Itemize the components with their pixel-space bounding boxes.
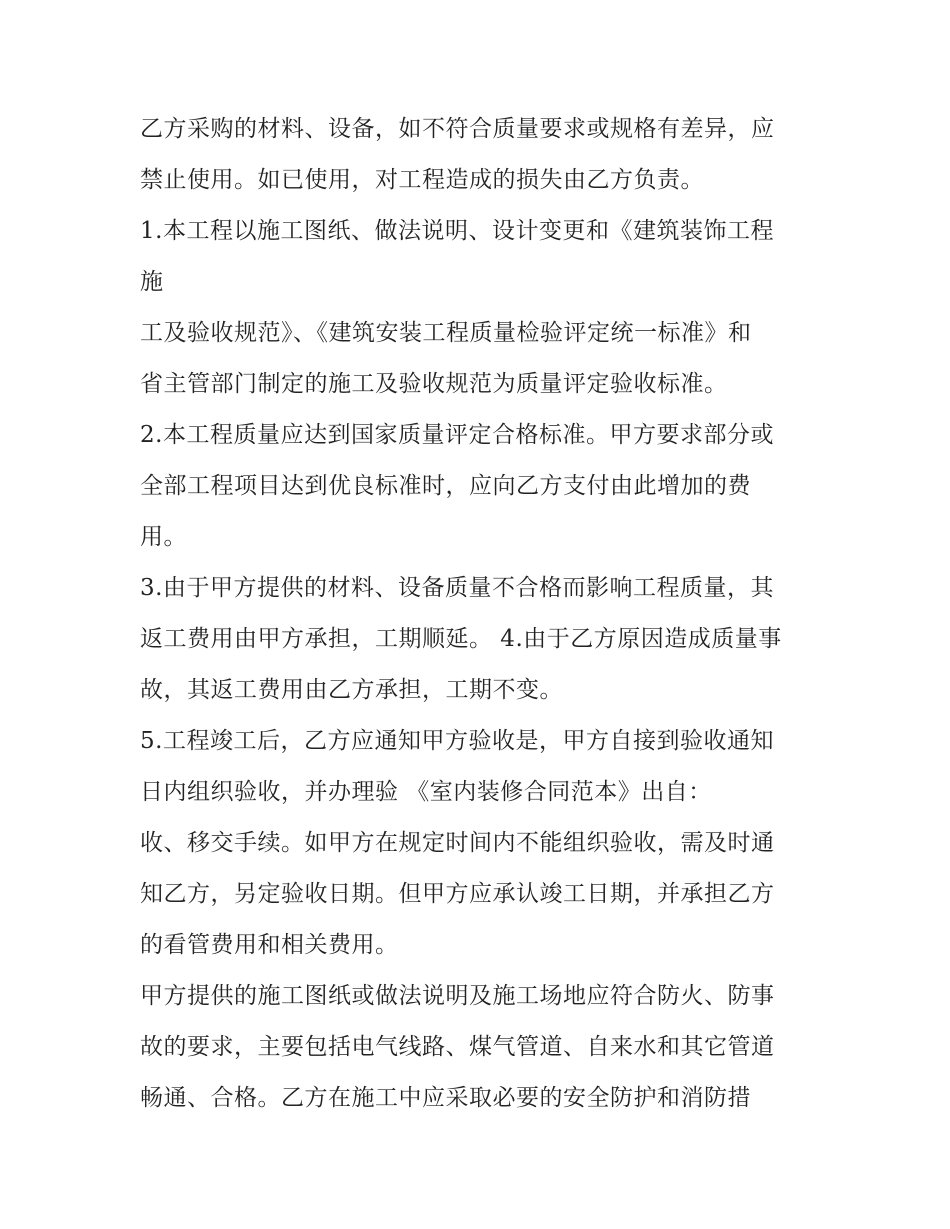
text-line: 5.工程竣工后，乙方应通知甲方验收是，甲方自接到验收通知 — [140, 728, 774, 754]
text-line: 的看管费用和相关费用。 — [140, 932, 399, 958]
text-line: 日内组织验收，并办理验 《室内装修合同范本》出自： — [140, 779, 712, 805]
text-line: 2.本工程质量应达到国家质量评定合格标准。甲方要求部分或 — [140, 422, 774, 448]
text-line: 畅通、合格。乙方在施工中应采取必要的安全防护和消防措 — [140, 1085, 751, 1111]
text-line: 返工费用由甲方承担，工期顺延。 4.由于乙方原因造成质量事 — [140, 626, 782, 652]
text-line: 禁止使用。如已使用，对工程造成的损失由乙方负责。 — [140, 167, 704, 193]
text-line: 工及验收规范》、《建筑安装工程质量检验评定统一标准》和 — [140, 320, 752, 346]
text-line: 收、移交手续。如甲方在规定时间内不能组织验收，需及时通 — [140, 830, 775, 856]
text-line: 故的要求，主要包括电气线路、煤气管道、自来水和其它管道 — [140, 1034, 775, 1060]
text-line: 故，其返工费用由乙方承担，工期不变。 — [140, 677, 563, 703]
text-line: 1.本工程以施工图纸、做法说明、设计变更和《建筑装饰工程 — [140, 218, 774, 244]
text-line: 省主管部门制定的施工及验收规范为质量评定验收标准。 — [140, 371, 728, 397]
text-line: 施 — [140, 269, 164, 295]
text-line: 乙方采购的材料、设备，如不符合质量要求或规格有差异，应 — [140, 116, 775, 142]
text-line: 3.由于甲方提供的材料、设备质量不合格而影响工程质量，其 — [140, 575, 774, 601]
text-line: 甲方提供的施工图纸或做法说明及施工场地应符合防火、防事 — [140, 983, 775, 1009]
text-line: 知乙方，另定验收日期。但甲方应承认竣工日期，并承担乙方 — [140, 881, 775, 907]
text-line: 全部工程项目达到优良标准时，应向乙方支付由此增加的费 — [140, 473, 751, 499]
document-body — [140, 104, 820, 1124]
text-line: 用。 — [140, 524, 187, 550]
